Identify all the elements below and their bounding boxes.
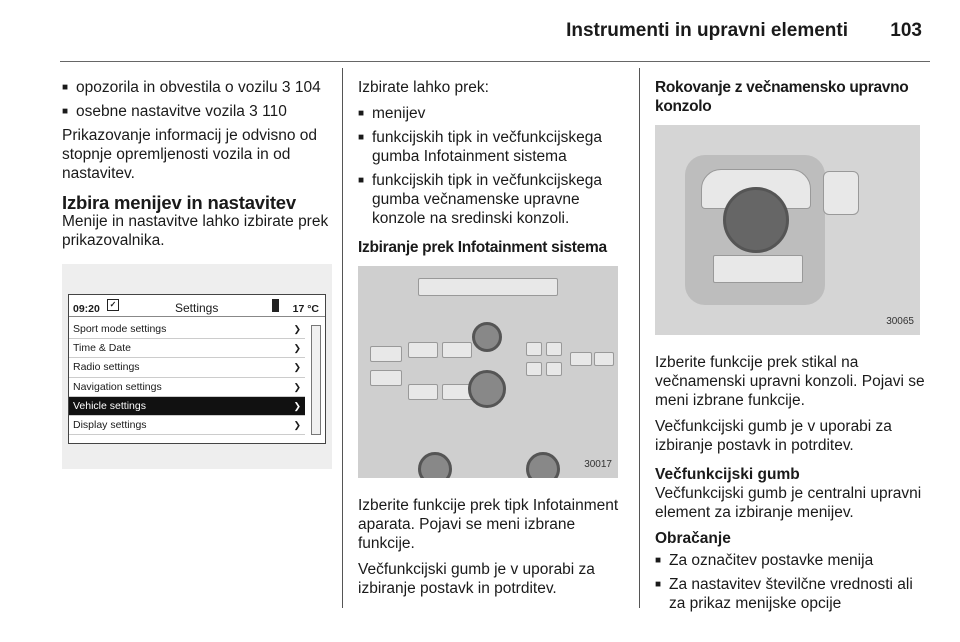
list-item: ■ funkcijskih tipk in večfunkcijskega gumba večnamenske upravne konzole na sredinski konzoli. xyxy=(358,171,628,228)
menu-item: Display settings ❯ xyxy=(69,416,305,435)
column-2 xyxy=(358,78,628,605)
settings-menu xyxy=(69,320,305,435)
screen-status-bar xyxy=(69,295,325,317)
infotainment-panel-photo xyxy=(358,266,618,478)
page-number: 103 xyxy=(890,20,922,41)
figure-number: 30065 xyxy=(886,316,914,327)
list-item: ■ opozorila in obvestila o vozilu 3 104 xyxy=(62,78,332,97)
chevron-right-icon: ❯ xyxy=(293,419,301,430)
paragraph: Večfunkcijski gumb je centralni upravni element za izbiranje menijev. xyxy=(655,485,922,521)
clock-icon: ✓ xyxy=(107,299,119,311)
screen-temperature: 17 °C xyxy=(292,303,319,315)
console-controller-photo xyxy=(655,125,920,335)
paragraph: Menije in nastavitve lahko izbirate prek prikazovalnika. xyxy=(62,213,329,249)
settings-screen xyxy=(68,294,326,444)
subheading: Večfunkcijski gumb xyxy=(655,466,800,483)
column-3 xyxy=(655,78,930,618)
paragraph: Večfunkcijski gumb je v uporabi za izbiranje postavk in potrditev. xyxy=(358,561,595,597)
knob-icon xyxy=(418,452,452,478)
screen-time: 09:20 xyxy=(73,303,100,315)
menu-item-selected: Vehicle settings ❯ xyxy=(69,397,305,416)
section-heading: Rokovanje z večnamensko upravno konzolo xyxy=(655,79,909,115)
bullet-list xyxy=(655,551,930,613)
list-item: ■ menijev xyxy=(358,104,628,123)
section-heading: Izbiranje prek Infotainment sistema xyxy=(358,239,607,256)
knob-icon xyxy=(472,322,502,352)
section-heading: Izbira menijev in nastavitev xyxy=(62,192,296,213)
column-divider xyxy=(342,68,343,608)
paragraph: Prikazovanje informacij je odvisno od stopnje opremljenosti vozila in od nastavitev. xyxy=(62,127,318,182)
knob-icon xyxy=(526,452,560,478)
page-title: Instrumenti in upravni elementi xyxy=(566,20,848,41)
paragraph: Izberite funkcije prek tipk Infotainment aparata. Pojavi se meni izbrane funkcije. xyxy=(358,497,619,552)
paragraph: Večfunkcijski gumb je v uporabi za izbiranje postavk in potrditev. xyxy=(655,418,892,454)
chevron-right-icon: ❯ xyxy=(293,324,301,334)
thermometer-icon xyxy=(272,299,279,312)
column-divider xyxy=(639,68,640,608)
screen-title: Settings xyxy=(175,301,219,315)
list-item: ■ funkcijskih tipk in večfunkcijskega gumba Infotainment sistema xyxy=(358,128,628,166)
settings-screen-image xyxy=(62,264,332,469)
paragraph: Izberite funkcije prek stikal na večnamenski upravni konzoli. Pojavi se meni izbrane funkcije. xyxy=(655,354,925,409)
menu-item: Radio settings ❯ xyxy=(69,358,305,377)
paragraph: Izbirate lahko prek: xyxy=(358,79,489,96)
list-item: ■ Za nastavitev številčne vrednosti ali za prikaz menijske opcije xyxy=(655,575,930,613)
figure-number: 30017 xyxy=(584,459,612,470)
chevron-right-icon: ❯ xyxy=(293,362,301,373)
bullet-list xyxy=(62,78,332,121)
bullet-list xyxy=(358,104,628,228)
list-item: ■ Za označitev postavke menija xyxy=(655,551,930,570)
subheading: Obračanje xyxy=(655,530,731,547)
page-header xyxy=(60,0,930,62)
menu-item: Sport mode settings ❯ xyxy=(69,320,305,339)
chevron-right-icon: ❯ xyxy=(293,343,301,354)
scrollbar xyxy=(311,325,321,435)
knob-icon xyxy=(468,370,506,408)
chevron-right-icon: ❯ xyxy=(293,400,301,411)
knob-icon xyxy=(723,187,789,253)
list-item: ■ osebne nastavitve vozila 3 110 xyxy=(62,102,332,121)
menu-item: Navigation settings ❯ xyxy=(69,378,305,397)
menu-item: Time & Date ❯ xyxy=(69,339,305,358)
column-1 xyxy=(62,78,332,469)
chevron-right-icon: ❯ xyxy=(293,381,301,392)
